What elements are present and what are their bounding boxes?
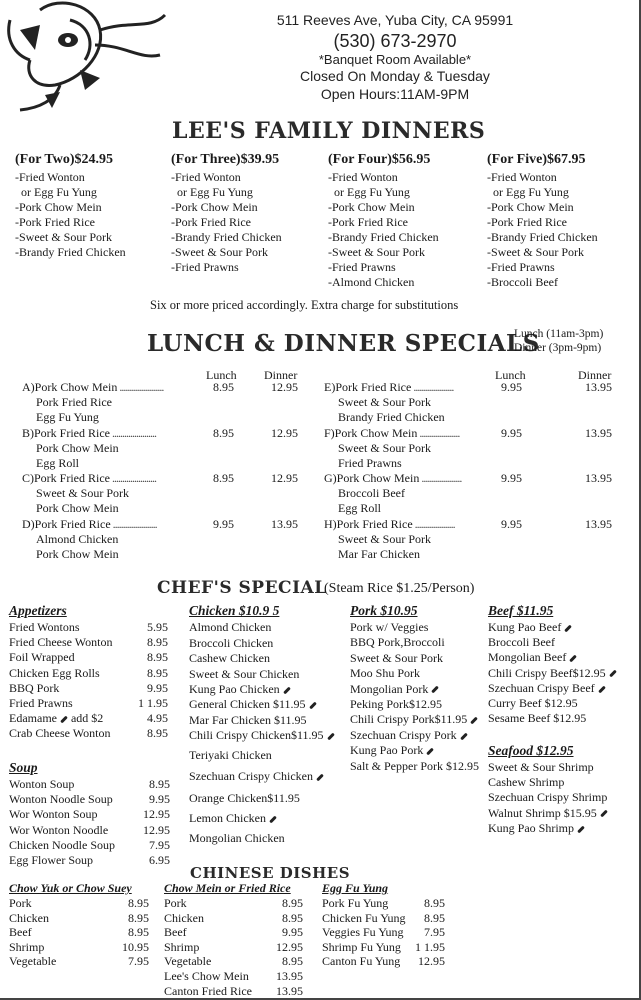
family-dinner-item: -Pork Fried Rice <box>15 215 95 229</box>
pork-item[interactable]: Sweet & Sour Pork <box>350 650 443 665</box>
special-combo-name[interactable]: H)Pork Fried Rice .................... <box>324 517 455 531</box>
special-dinner-price: 13.95 <box>585 380 612 394</box>
chicken-item[interactable]: Mongolian Chicken <box>189 831 285 845</box>
soup-price: 8.95 <box>149 777 170 791</box>
special-combo-item: Broccoli Beef <box>338 486 405 501</box>
family-dinner-item: -Sweet & Sour Pork <box>487 245 584 259</box>
steam-rice-note: (Steam Rice $1.25/Person) <box>324 581 475 596</box>
special-combo-item: Egg Fu Yung <box>36 410 99 425</box>
special-lunch-price: 8.95 <box>213 426 234 440</box>
special-dinner-price: 13.95 <box>585 471 612 485</box>
egg-fu-yung-item[interactable]: Veggies Fu Yung <box>322 925 404 940</box>
special-combo-item: Pork Fried Rice <box>36 395 112 410</box>
family-dinner-item: -Pork Fried Rice <box>328 215 408 229</box>
restaurant-phone[interactable]: (530) 673-2970 <box>333 31 457 51</box>
spicy-pepper-icon <box>426 748 434 756</box>
family-dinners-title: LEE'S FAMILY DINNERS <box>172 118 486 144</box>
family-dinner-items <box>15 170 126 260</box>
chow-yuk-price: 10.95 <box>122 939 149 954</box>
left-lunch-header: Lunch <box>206 368 237 382</box>
family-dinner-item: -Almond Chicken <box>328 275 415 289</box>
family-dinner-heading: (For Four)$56.95 <box>328 152 431 167</box>
special-combo-name[interactable]: C)Pork Fried Rice ...................... <box>22 471 156 485</box>
appetizers-item[interactable]: Fried Prawns <box>9 696 73 710</box>
appetizers-item[interactable]: Fried Wontons <box>9 620 80 634</box>
special-lunch-price: 8.95 <box>213 471 234 485</box>
special-dinner-price: 12.95 <box>271 471 298 485</box>
family-dinner-item: -Brandy Fried Chicken <box>171 230 282 244</box>
soup-price: 12.95 <box>143 807 170 822</box>
family-dinner-item: -Pork Chow Mein <box>15 200 102 214</box>
dinner-hours: Dinner (3pm-9pm) <box>514 342 602 354</box>
family-dinner-heading: (For Three)$39.95 <box>171 152 280 167</box>
family-dinner-items <box>328 170 439 290</box>
special-combo-item: Sweet & Sour Pork <box>338 441 431 456</box>
appetizers-price: 4.95 <box>147 711 168 726</box>
spicy-pepper-icon <box>600 810 608 818</box>
beef-item[interactable]: Sesame Beef $12.95 <box>488 711 587 726</box>
soup-price: 12.95 <box>143 822 170 837</box>
special-combo-item: Almond Chicken <box>36 532 119 547</box>
pork-item[interactable]: Mongolian Pork <box>350 682 439 697</box>
spicy-pepper-icon <box>269 815 277 823</box>
chow-yuk-item[interactable]: Vegetable <box>9 954 57 969</box>
spicy-pepper-icon <box>60 716 68 724</box>
family-dinner-item: -Fried Prawns <box>487 260 555 274</box>
specials-title: LUNCH & DINNER SPECIALS <box>147 330 540 357</box>
soup-item[interactable]: Wor Wonton Soup <box>9 807 98 822</box>
spicy-pepper-icon <box>569 655 577 663</box>
pork-item[interactable]: Moo Shu Pork <box>350 666 421 681</box>
special-dinner-price: 12.95 <box>271 380 298 394</box>
family-dinner-item: or Egg Fu Yung <box>171 185 253 199</box>
chicken-item[interactable]: Cashew Chicken <box>189 651 270 665</box>
soup-heading: Soup <box>9 760 38 775</box>
appetizers-item[interactable]: Edamame add $2 <box>9 711 104 726</box>
beef-item[interactable]: Broccoli Beef <box>488 635 555 650</box>
beef-item[interactable]: Szechuan Crispy Beef <box>488 681 606 696</box>
egg-fu-yung-item[interactable]: Pork Fu Yung <box>322 896 389 910</box>
soup-item[interactable]: Egg Flower Soup <box>9 853 93 867</box>
chicken-item[interactable]: Kung Pao Chicken <box>189 682 291 697</box>
chow-mein-item[interactable]: Shrimp <box>164 939 200 954</box>
appetizers-item[interactable]: Crab Cheese Wonton <box>9 726 111 741</box>
appetizers-price: 8.95 <box>147 665 168 680</box>
left-dinner-header: Dinner <box>264 368 298 382</box>
chicken-item[interactable]: Chili Crispy Chicken$11.95 <box>189 728 335 743</box>
chow-mein-item[interactable]: Chicken <box>164 910 204 925</box>
seafood-item[interactable]: Cashew Shrimp <box>488 775 565 790</box>
chef-special-title: CHEF'S SPECIAL <box>157 578 327 598</box>
family-dinner-item: -Fried Prawns <box>328 260 396 274</box>
spicy-pepper-icon <box>577 825 585 833</box>
special-combo-item: Fried Prawns <box>338 456 402 471</box>
chow-yuk-item[interactable]: Shrimp <box>9 939 45 954</box>
soup-price: 7.95 <box>149 837 170 852</box>
chicken-item[interactable]: Lemon Chicken <box>189 811 277 826</box>
pork-item[interactable]: Salt & Pepper Pork $12.95 <box>350 758 479 773</box>
chicken-item[interactable]: Teriyaki Chicken <box>189 748 272 762</box>
soup-item[interactable]: Chicken Noodle Soup <box>9 837 115 852</box>
appetizers-item[interactable]: Fried Cheese Wonton <box>9 635 113 650</box>
family-dinner-items <box>171 170 282 275</box>
family-dinner-item: -Broccoli Beef <box>487 275 558 289</box>
chow-mein-price: 8.95 <box>282 954 303 969</box>
right-dinner-header: Dinner <box>578 368 612 382</box>
family-dinner-item: -Fried Wonton <box>328 170 398 184</box>
special-combo-item: Mar Far Chicken <box>338 547 420 562</box>
special-dinner-price: 13.95 <box>585 517 612 531</box>
spicy-pepper-icon <box>470 717 478 725</box>
chow-mein-item[interactable]: Lee's Chow Mein <box>164 969 249 983</box>
special-combo-name[interactable]: D)Pork Fried Rice ...................... <box>22 517 157 531</box>
special-dinner-price: 13.95 <box>585 426 612 440</box>
family-dinner-heading: (For Five)$67.95 <box>487 152 586 167</box>
egg-fu-yung-item[interactable]: Canton Fu Yung <box>322 954 401 969</box>
spicy-pepper-icon <box>564 624 572 632</box>
egg-fu-yung-price: 7.95 <box>424 925 445 940</box>
chow-mein-heading: Chow Mein or Fried Rice <box>164 881 291 895</box>
beef-item[interactable]: Mongolian Beef <box>488 650 577 665</box>
special-combo-item: Pork Chow Mein <box>36 501 119 516</box>
special-dinner-price: 13.95 <box>271 517 298 531</box>
special-combo-item: Sweet & Sour Pork <box>338 395 431 410</box>
seafood-item[interactable]: Szechuan Crispy Shrimp <box>488 790 608 805</box>
right-lunch-header: Lunch <box>495 368 526 382</box>
appetizers-price: 8.95 <box>147 650 168 665</box>
chow-yuk-price: 8.95 <box>128 910 149 925</box>
appetizers-price: 9.95 <box>147 680 168 695</box>
soup-price: 6.95 <box>149 853 170 867</box>
seafood-item[interactable]: Sweet & Sour Shrimp <box>488 760 594 774</box>
egg-fu-yung-price: 12.95 <box>418 954 445 969</box>
beef-item[interactable]: Kung Pao Beef <box>488 620 572 635</box>
seafood-heading: Seafood $12.95 <box>488 743 574 758</box>
chow-mein-price: 9.95 <box>282 925 303 940</box>
chow-mein-item[interactable]: Pork <box>164 896 187 910</box>
soup-item[interactable]: Wor Wonton Noodle <box>9 822 109 837</box>
special-combo-item: Brandy Fried Chicken <box>338 410 445 425</box>
special-combo-item: Pork Chow Mein <box>36 441 119 456</box>
special-lunch-price: 9.95 <box>501 426 522 440</box>
chicken-item[interactable]: Broccoli Chicken <box>189 636 274 650</box>
family-dinner-item: or Egg Fu Yung <box>487 185 569 199</box>
special-combo-item: Sweet & Sour Pork <box>338 532 431 547</box>
soup-item[interactable]: Wonton Soup <box>9 777 75 791</box>
chow-yuk-price: 7.95 <box>128 954 149 969</box>
chicken-item[interactable]: Mar Far Chicken $11.95 <box>189 713 307 727</box>
family-dinner-item: -Pork Chow Mein <box>171 200 258 214</box>
spicy-pepper-icon <box>327 732 335 740</box>
family-dinner-item: -Fried Prawns <box>171 260 239 274</box>
chicken-item[interactable]: General Chicken $11.95 <box>189 697 317 712</box>
family-dinner-item: -Sweet & Sour Pork <box>328 245 425 259</box>
special-combo-item: Pork Chow Mein <box>36 547 119 562</box>
appetizers-price: 5.95 <box>147 620 168 634</box>
family-dinner-item: -Brandy Fried Chicken <box>328 230 439 244</box>
chow-yuk-price: 8.95 <box>128 896 149 910</box>
open-hours: Open Hours:11AM-9PM <box>320 86 470 102</box>
chow-yuk-item[interactable]: Beef <box>9 925 32 940</box>
chow-yuk-heading: Chow Yuk or Chow Suey <box>9 881 132 895</box>
chow-mein-item[interactable]: Vegetable <box>164 954 212 969</box>
special-lunch-price: 9.95 <box>213 517 234 531</box>
family-dinner-item: -Sweet & Sour Pork <box>171 245 268 259</box>
chow-mein-price: 13.95 <box>276 983 303 998</box>
chow-yuk-price: 8.95 <box>128 925 149 940</box>
special-combo-name[interactable]: A)Pork Chow Mein ...................... <box>22 380 164 394</box>
chicken-item[interactable]: Szechuan Crispy Chicken <box>189 769 324 784</box>
family-dinner-item: -Pork Chow Mein <box>487 200 574 214</box>
soup-item[interactable]: Wonton Noodle Soup <box>9 792 113 807</box>
family-dinner-item: -Pork Fried Rice <box>171 215 251 229</box>
banquet-note: *Banquet Room Available* <box>318 52 472 67</box>
pork-item[interactable]: Kung Pao Pork <box>350 743 434 758</box>
egg-fu-yung-price: 8.95 <box>424 896 445 910</box>
appetizers-item[interactable]: BBQ Pork <box>9 680 60 695</box>
closed-days: Closed On Monday & Tuesday <box>300 68 490 84</box>
spicy-pepper-icon <box>309 701 317 709</box>
family-dinner-item: -Sweet & Sour Pork <box>15 230 112 244</box>
pork-item[interactable]: Peking Pork$12.95 <box>350 697 443 711</box>
family-dinner-item: -Brandy Fried Chicken <box>487 230 598 244</box>
pork-item[interactable]: BBQ Pork,Broccoli <box>350 635 445 650</box>
chow-yuk-item[interactable]: Chicken <box>9 910 49 925</box>
family-dinner-item: or Egg Fu Yung <box>15 185 97 199</box>
egg-fu-yung-price: 8.95 <box>424 910 445 925</box>
family-dinner-item: -Brandy Fried Chicken <box>15 245 126 259</box>
chicken-item[interactable]: Orange Chicken$11.95 <box>189 791 300 805</box>
special-combo-name[interactable]: G)Pork Chow Mein .................... <box>324 471 462 485</box>
family-dinner-items <box>487 170 598 290</box>
seafood-item[interactable]: Walnut Shrimp $15.95 <box>488 806 608 821</box>
family-dinner-heading: (For Two)$24.95 <box>15 152 113 167</box>
spicy-pepper-icon <box>460 732 468 740</box>
spicy-pepper-icon <box>283 686 291 694</box>
family-note: Six or more priced accordingly. Extra charge for substitutions <box>150 298 459 312</box>
egg-fu-yung-item[interactable]: Chicken Fu Yung <box>322 910 406 925</box>
beef-item[interactable]: Chili Crispy Beef$12.95 <box>488 666 617 681</box>
egg-fu-yung-item[interactable]: Shrimp Fu Yung <box>322 939 401 954</box>
spicy-pepper-icon <box>598 685 606 693</box>
chow-mein-item[interactable]: Beef <box>164 925 187 940</box>
special-combo-name[interactable]: E)Pork Fried Rice .................... <box>324 380 454 394</box>
beef-item[interactable]: Curry Beef $12.95 <box>488 696 578 710</box>
special-dinner-price: 12.95 <box>271 426 298 440</box>
chow-mein-price: 13.95 <box>276 969 303 983</box>
appetizers-item[interactable]: Foil Wrapped <box>9 650 75 665</box>
special-combo-name[interactable]: F)Pork Chow Mein .................... <box>324 426 460 440</box>
special-lunch-price: 9.95 <box>501 517 522 531</box>
restaurant-address: 511 Reeves Ave, Yuba City, CA 95991 <box>276 12 514 28</box>
special-lunch-price: 9.95 <box>501 380 522 394</box>
egg-fu-yung-heading: Egg Fu Yung <box>322 881 389 895</box>
family-dinner-item: -Fried Wonton <box>171 170 241 184</box>
pork-item[interactable]: Pork w/ Veggies <box>350 620 429 634</box>
chow-mein-price: 8.95 <box>282 896 303 910</box>
seafood-item[interactable]: Kung Pao Shrimp <box>488 821 585 836</box>
beef-heading: Beef $11.95 <box>488 603 554 618</box>
chicken-item[interactable]: Almond Chicken <box>189 620 272 634</box>
pork-heading: Pork $10.95 <box>350 603 418 618</box>
dragon-logo-icon <box>0 0 170 112</box>
appetizers-heading: Appetizers <box>9 603 67 618</box>
pork-item[interactable]: Szechuan Crispy Pork <box>350 728 468 743</box>
family-dinner-item: -Pork Fried Rice <box>487 215 567 229</box>
chicken-item[interactable]: Sweet & Sour Chicken <box>189 667 300 681</box>
family-dinner-item: -Fried Wonton <box>15 170 85 184</box>
appetizers-price: 8.95 <box>147 726 168 741</box>
appetizers-item[interactable]: Chicken Egg Rolls <box>9 665 100 680</box>
appetizers-price: 8.95 <box>147 635 168 650</box>
special-lunch-price: 8.95 <box>213 380 234 394</box>
special-combo-name[interactable]: B)Pork Fried Rice ...................... <box>22 426 156 440</box>
chinese-dishes-title: CHINESE DISHES <box>190 864 351 882</box>
spicy-pepper-icon <box>316 773 324 781</box>
special-lunch-price: 9.95 <box>501 471 522 485</box>
chow-mein-price: 8.95 <box>282 910 303 925</box>
chow-yuk-item[interactable]: Pork <box>9 896 32 910</box>
family-dinner-item: -Fried Wonton <box>487 170 557 184</box>
special-combo-item: Sweet & Sour Pork <box>36 486 129 501</box>
spicy-pepper-icon <box>431 686 439 694</box>
pork-item[interactable]: Chili Crispy Pork$11.95 <box>350 712 478 727</box>
special-combo-item: Egg Roll <box>36 456 80 471</box>
soup-price: 9.95 <box>149 792 170 807</box>
family-dinner-item: or Egg Fu Yung <box>328 185 410 199</box>
special-combo-item: Egg Roll <box>338 501 382 516</box>
appetizers-price: 1 1.95 <box>138 696 168 710</box>
spicy-pepper-icon <box>609 670 617 678</box>
chow-mein-item[interactable]: Canton Fried Rice <box>164 983 252 998</box>
egg-fu-yung-price: 1 1.95 <box>415 939 445 954</box>
chicken-heading: Chicken $10.9 5 <box>189 603 280 618</box>
chow-mein-price: 12.95 <box>276 939 303 954</box>
lunch-hours: Lunch (11am-3pm) <box>514 328 604 340</box>
family-dinner-item: -Pork Chow Mein <box>328 200 415 214</box>
